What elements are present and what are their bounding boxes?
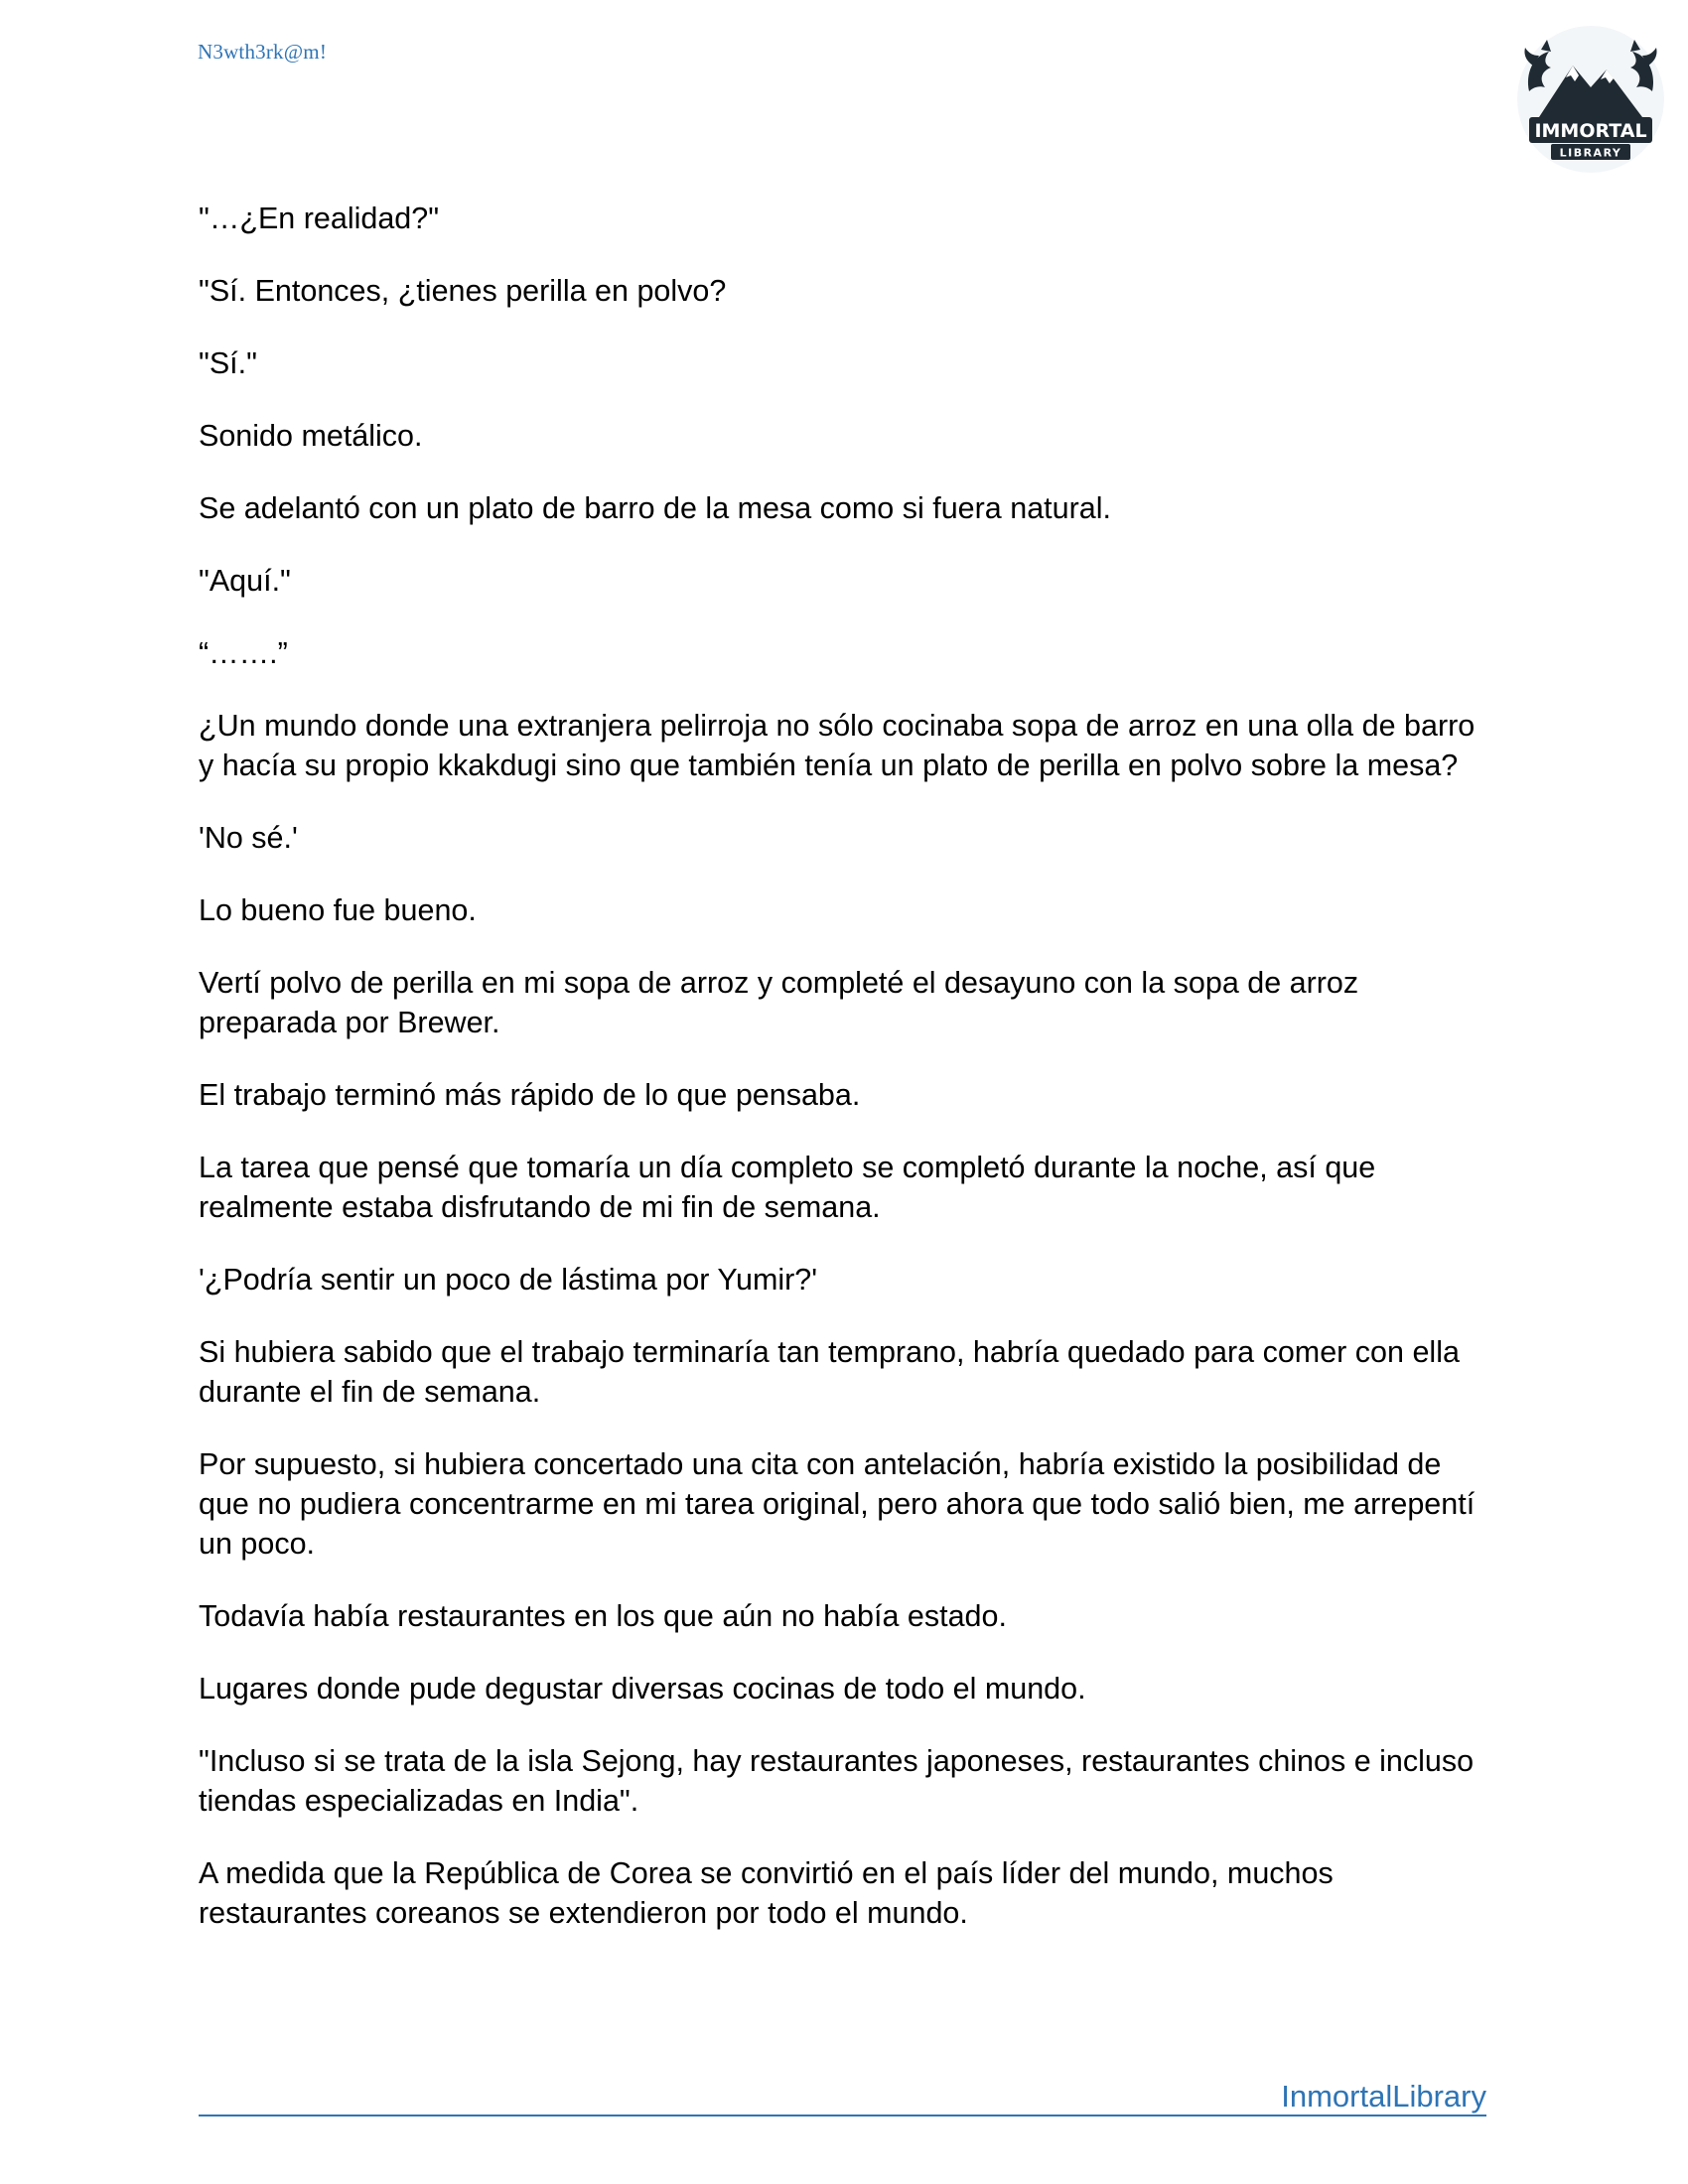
body-paragraph: "Incluso si se trata de la isla Sejong, hay restaurantes japoneses, restaurantes chinos e incluso tiendas especializadas en India". [199,1744,1475,1818]
body-paragraph: Todavía había restaurantes en los que aún no había estado. [199,1599,1007,1633]
body-paragraph: "…¿En realidad?" [199,202,440,235]
body-paragraph: ¿Un mundo donde una extranjera pelirroja no sólo cocinaba sopa de arroz en una olla de barro y hacía su propio kkakdugi sino que también tenía un plato de perilla en polvo sobre la mesa? [199,709,1476,782]
body-paragraph: "Sí." [199,346,257,380]
body-paragraph: "Aquí." [199,564,291,598]
body-paragraph: Lugares donde pude degustar diversas cocinas de todo el mundo. [199,1672,1086,1706]
body-paragraph: "Sí. Entonces, ¿tienes perilla en polvo? [199,274,727,308]
body-paragraph: La tarea que pensé que tomaría un día completo se completó durante la noche, así que realmente estaba disfrutando de mi fin de semana. [199,1151,1376,1224]
body-paragraph: Sonido metálico. [199,419,423,453]
document-body [199,199,1489,1966]
body-paragraph: Se adelantó con un plato de barro de la mesa como si fuera natural. [199,491,1111,525]
logo-text-bottom: LIBRARY [1559,146,1622,160]
footer-divider [199,2115,1486,2116]
body-paragraph: A medida que la República de Corea se convirtió en el país líder del mundo, muchos restaurantes coreanos se extendieron por todo el mundo. [199,1856,1334,1930]
body-paragraph: Por supuesto, si hubiera concertado una cita con antelación, habría existido la posibilidad de que no pudiera concentrarme en mi tarea original, pero ahora que todo salió bien, me arrepentí un poco. [199,1447,1476,1561]
body-paragraph: '¿Podría sentir un poco de lástima por Yumir?' [199,1263,818,1297]
body-paragraph: Si hubiera sabido que el trabajo terminaría tan temprano, habría quedado para comer con ella durante el fin de semana. [199,1335,1460,1409]
body-paragraph: Vertí polvo de perilla en mi sopa de arroz y completé el desayuno con la sopa de arroz preparada por Brewer. [199,966,1359,1039]
body-paragraph: 'No sé.' [199,821,298,855]
body-paragraph: El trabajo terminó más rápido de lo que pensaba. [199,1078,861,1112]
footer-library-link[interactable]: InmortalLibrary [1281,2079,1486,2114]
logo-text-top: IMMORTAL [1534,120,1647,142]
body-paragraph: Lo bueno fue bueno. [199,893,477,927]
header-watermark: N3wth3rk@m! [198,40,328,64]
body-paragraph: “…….” [199,636,288,670]
immortal-library-logo [1511,22,1670,181]
